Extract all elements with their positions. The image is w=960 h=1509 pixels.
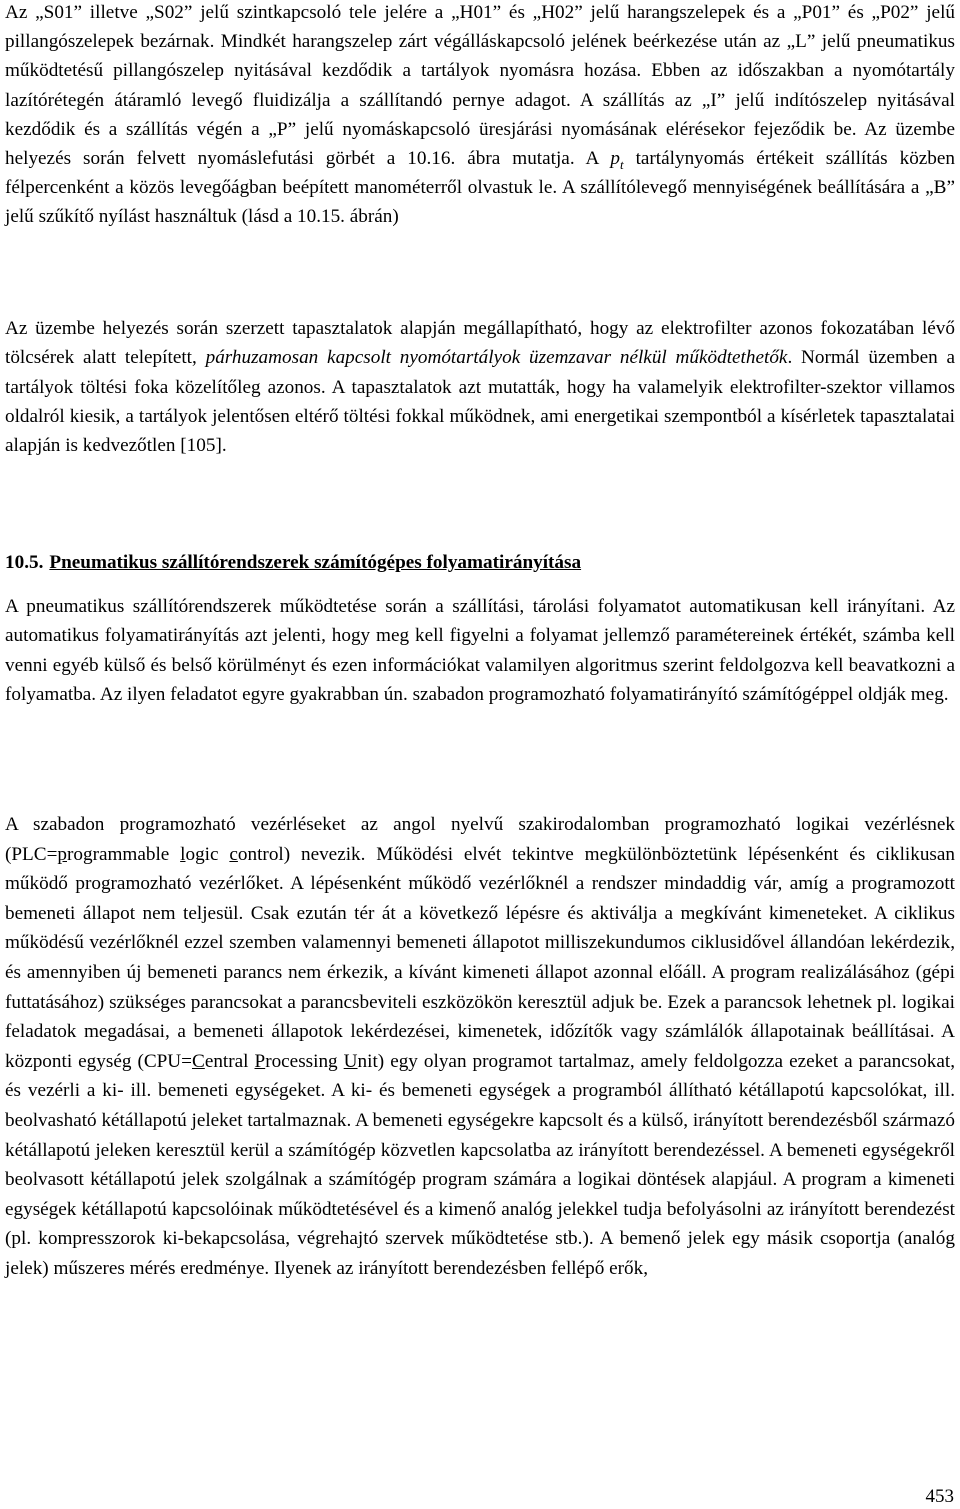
paragraph-text: Az „S01” illetve „S02” jelű szintkapcsoló tele jelére a „H01” és „H02” jelű harangszelepek és a „P01” és „P02” jelű pillangószelepek bezárnak. Mindkét harangszelep zárt végálláskapcsoló jelének beérkezése után az „L” jelű pneumatikus működtetésű pillangószelep nyitásával kezdődik a tartályok nyomásra hozása. Ebben az időszakban a nyomótartály lazítórétegén átáramló levegő fluidizálja a szállítandó pernye adagot. A szállítás az „I” jelű indítószelep nyitásával kezdődik és a szállítás végén a „P” jelű nyomáskapcsoló üresjárási nyomásának elérésekor fejeződik be. Az üzembe helyezés során felvett nyomáslefutási görbét a 10.16. ábra mutatja. A bbox=[5, 2, 955, 170]
paragraph-text: tartálynyomás értékeit szállítás közben félpercenként a közös levegőágban beépített manométerről olvastuk le. A szállítólevegő mennyiségének beállítására a „B” jelű szűkítő nyílást használtuk (lásd a 10.15. ábrán) bbox=[5, 148, 956, 228]
pressure-variable-subscript: t bbox=[619, 156, 624, 172]
emphasized-text: párhuzamosan kapcsolt nyomótartályok üzemzavar nélkül működtethetők bbox=[205, 347, 788, 369]
paragraph-tank-operation bbox=[5, 0, 955, 232]
paragraph-text: ) egy olyan programot tartalmaz, amely feldolgozza ezeket a parancsokat, és vezérli a ki- ill. bemeneti egységeket. A ki- és bemeneti egységek a programból állítható kétállapotú kapcsolókat, ill. beolvasható kétállapotú jeleket tartalmaznak. A bemeneti egységekre kapcsolt és a külső, irányított berendezésből származó kétállapotú jeleken keresztül kerül a számítógép közvetlen kapcsolatba az irányított berendezéssel. A bemeneti egységekről beolvasott kétállapotú jelek szolgálnak a számítógép program számára a logikai döntések alapjául. A program a kimeneti egységek kétállapotú kapcsolóinak működtetésével és a kimenő analóg jelekkel tudja befolyásolni az irányított berendezést (pl. kompresszorok ki-bekapcsolása, végrehajtó szervek működtetése stb.). A bemenő jelek egy másik csoportja (analóg jelek) műszeres mérés eredménye. Ilyenek az irányított berendezésben fellépő erők, bbox=[5, 1050, 956, 1279]
paragraph-commissioning-experience bbox=[5, 314, 955, 460]
page-number: 453 bbox=[925, 1486, 954, 1507]
paragraph-automatic-control: A pneumatikus szállítórendszerek működtetése során a szállítási, tárolási folyamatot automatikusan kell irányítani. Az automatikus folyamatirányítás azt jelenti, hogy meg kell figyelni a folyamat jellemző paramétereinek értékét, számba kell venni egyéb külső és belső körülményt és ezen információkat valamilyen algoritmus szerint feldolgozva kell beavatkozni a folyamatba. Az ilyen feladatot egyre gyakrabban ún. szabadon programozható folyamatirányító számítógéppel oldják meg. bbox=[5, 596, 955, 706]
paragraph-text: A szabadon programozható vezérléseket az angol nyelvű szakirodalomban programozható logikai vezérlésnek (PLC= bbox=[5, 814, 955, 865]
acronym-letter: C bbox=[192, 1050, 205, 1072]
section-title: Pneumatikus szállítórendszerek számítógépes folyamatirányítása bbox=[49, 552, 582, 573]
acronym-letter: c bbox=[229, 843, 238, 865]
section-number: 10.5. bbox=[5, 552, 44, 573]
acronym-letter: P bbox=[254, 1050, 266, 1072]
paragraph-text: . Normál üzemben a tartályok töltési foka közelítőleg azonos. A tapasztalatok azt mutatták, hogy ha valamelyik elektrofilter-szektor villamos oldalról kiesik, a tartályok jelentősen eltérő töltési fokkal működnek, ami energetikai szempontból a kísérletek tapasztalatai alapján is kedvezőtlen [105]. bbox=[5, 347, 955, 457]
section-heading bbox=[5, 548, 581, 577]
paragraph-text: ) nevezik. Működési elvét tekintve megkülönböztetünk lépésenként és ciklikusan működő programozható vezérlőket. A lépésenként működő vezérlőknél a rendszer mindaddig vár, amíg a programozott bemeneti állapot nem teljesül. Csak ezután tér át a következő lépésre és aktiválja a megkívánt kimeneteket. A ciklikus működésű vezérlőknél ezzel szemben valamennyi bemeneti állapotot milliszekundumos ciklusidővel állandóan lekérdezik, és amennyiben új bemeneti parancs nem érkezik, a kívánt kimeneti állapot azonnal előáll. A program realizálásához (gépi futtatásához) szükséges parancsokat a parancsbeviteli eszközökön keresztül adjuk be. Ezek a parancsok lehetnek pl. logikai feladatok megadásai, a bemeneti állapotok lekérdezései, kimenetek, időzítők vagy számlálók állapotainak beállításai. A központi egység (CPU= bbox=[5, 843, 955, 1072]
acronym-letter: p bbox=[57, 843, 67, 865]
pressure-variable: $p_t$ bbox=[610, 148, 624, 172]
paragraph-plc-description: A szabadon programozható vezérléseket az angol nyelvű szakirodalomban programozható logikai vezérlésnek (PLC=programmable logic control) nevezik. Működési elvét tekintve megkülönböztetünk lépésenként és ciklikusan működő programozható vezérlőket. A lépésenként működő vezérlőknél a rendszer mindaddig vár, amíg a programozott bemeneti állapot nem teljesül. Csak ezután tér át a következő lépésre és aktiválja a megkívánt kimeneteket. A ciklikus működésű vezérlőknél ezzel szemben valamennyi bemeneti állapotot milliszekundumos ciklusidővel állandóan lekérdezik, és amennyiben új bemeneti parancs nem érkezik, a kívánt kimeneti állapot azonnal előáll. A program realizálásához (gépi futtatásához) szükséges parancsokat a parancsbeviteli eszközökön keresztül adjuk be. Ezek a parancsok lehetnek pl. logikai feladatok megadásai, a bemeneti állapotok lekérdezései, kimenetek, időzítők vagy számlálók állapotainak beállításai. A központi egység (CPU=Central Processing Unit) egy olyan programot tartalmaz, amely feldolgozza ezeket a parancsokat, és vezérli a ki- ill. bemeneti egységeket. A ki- és bemeneti egységek a programból állítható kétállapotú kapcsolókat, ill. beolvasható kétállapotú jeleket tartalmaznak. A bemeneti egységekre kapcsolt és a külső, irányított berendezésből származó kétállapotú jeleken keresztül kerül a számítógép közvetlen kapcsolatba az irányított berendezéssel. A bemeneti egységekről beolvasott kétállapotú jelek szolgálnak a számítógép program számára a logikai döntések alapjául. A program a kimeneti egységek kétállapotú kapcsolóinak működtetésével és a kimenő analóg jelekkel tudja befolyásolni az irányított berendezést (pl. kompresszorok ki-bekapcsolása, végrehajtó szervek működtetése stb.). A bemenő jelek egy másik csoportja (analóg jelek) műszeres mérés eredménye. Ilyenek az irányított berendezésben fellépő erők, bbox=[5, 814, 956, 1279]
acronym-letter: U bbox=[343, 1050, 358, 1072]
acronym-letter: l bbox=[180, 843, 186, 865]
paragraph-text: Az üzembe helyezés során szerzett tapasztalatok alapján megállapítható, hogy az elektrofilter azonos fokozatában lévő tölcsérek alatt telepített, bbox=[5, 318, 955, 369]
